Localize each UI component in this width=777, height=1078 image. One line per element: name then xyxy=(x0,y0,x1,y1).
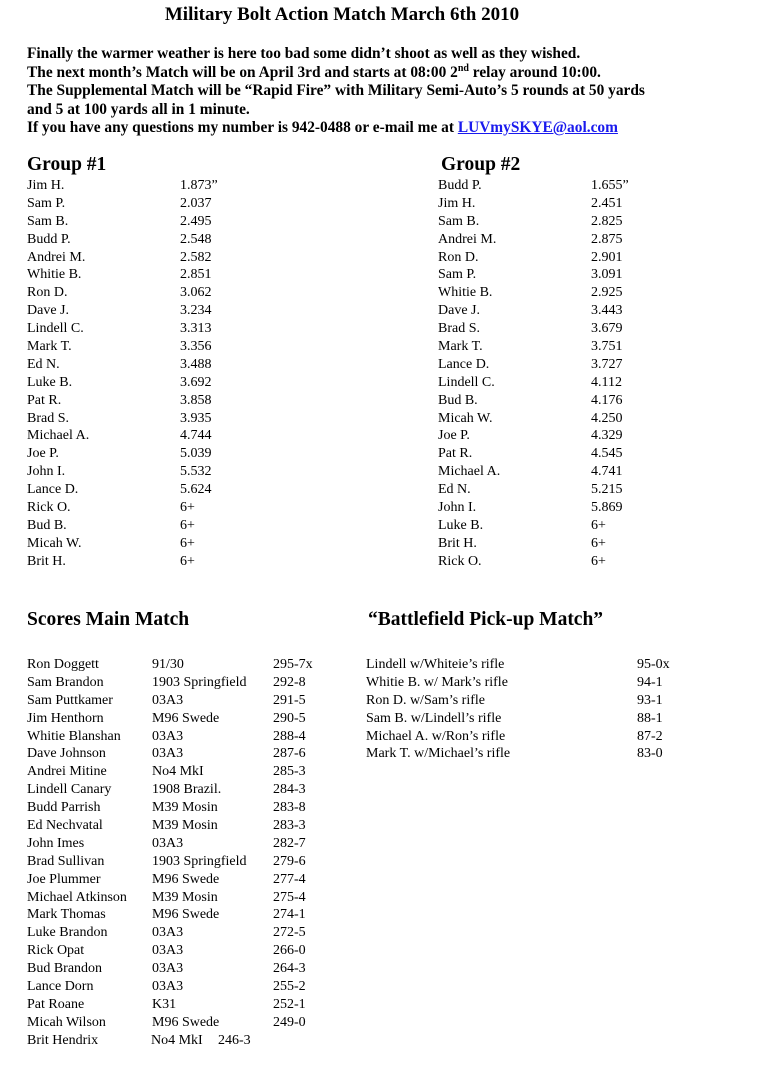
rifle-name: 1903 Springfield xyxy=(152,674,247,690)
match-score: 83-0 xyxy=(637,746,663,762)
main-match-heading: Scores Main Match xyxy=(27,609,190,630)
match-score: 295-7x xyxy=(273,657,313,672)
shooter-name: Lance Dorn xyxy=(27,979,94,995)
shooter-row xyxy=(27,427,227,445)
shooter-row xyxy=(27,302,227,320)
shooter-name: John Imes xyxy=(27,835,85,851)
main-score-row xyxy=(27,960,347,978)
shooter-row xyxy=(27,535,227,553)
match-score: 284-3 xyxy=(273,782,306,798)
group-size: 1.873” xyxy=(180,178,218,193)
shooter-name: Micah Wilson xyxy=(27,1014,106,1030)
ordinal-suffix: nd xyxy=(457,62,469,74)
group-size: 3.234 xyxy=(180,303,212,319)
rifle-name: 03A3 xyxy=(152,692,184,708)
battlefield-row xyxy=(366,745,686,763)
shooter-name: Budd Parrish xyxy=(27,800,101,816)
group-size: 3.692 xyxy=(180,374,212,390)
main-score-row xyxy=(27,656,347,674)
shooter-name: Luke B. xyxy=(27,374,73,390)
group-size: 1.655” xyxy=(591,178,629,193)
shooter-name: Michael Atkinson xyxy=(27,889,127,905)
main-score-row xyxy=(27,942,347,960)
shooter-row xyxy=(438,553,658,571)
group-size: 4.329 xyxy=(591,428,623,444)
shooter-name: Whitie B. xyxy=(27,267,82,283)
rifle-name: 03A3 xyxy=(152,943,184,959)
shooter-name: John I. xyxy=(27,464,66,480)
intro-line-3: The Supplemental Match will be “Rapid Fire” with Military Semi-Auto’s 5 rounds at 50 yards xyxy=(27,82,645,99)
group-size: 4.112 xyxy=(591,374,622,390)
shooter-row xyxy=(438,320,658,338)
rifle-name: 03A3 xyxy=(152,979,184,995)
main-score-row xyxy=(27,692,347,710)
shooter-row xyxy=(438,195,658,213)
rifle-name: 91/30 xyxy=(152,657,184,672)
intro-line-2-text: The next month’s Match will be on April 3rd and starts at 08:00 2 xyxy=(27,63,458,81)
shooter-name: Bud Brandon xyxy=(27,961,103,977)
shooter-rifle-pairing: Lindell w/Whiteie’s rifle xyxy=(366,657,505,672)
shooter-name: Joe P. xyxy=(27,446,59,462)
group-size: 2.851 xyxy=(180,267,212,283)
main-score-row xyxy=(27,763,347,781)
group-size: 3.751 xyxy=(591,339,623,355)
match-score: 252-1 xyxy=(273,996,306,1012)
shooter-name: Ron D. xyxy=(438,249,479,265)
match-score: 94-1 xyxy=(637,674,663,690)
match-score: 282-7 xyxy=(273,835,306,851)
main-score-row xyxy=(27,1014,347,1032)
shooter-name: Jim Henthorn xyxy=(27,710,104,726)
shooter-name: John I. xyxy=(438,500,477,516)
shooter-row xyxy=(438,231,658,249)
shooter-row xyxy=(27,320,227,338)
shooter-name: Rick Opat xyxy=(27,943,85,959)
group-size: 5.869 xyxy=(591,500,623,516)
group-size: 2.451 xyxy=(591,195,623,211)
group-size: 2.548 xyxy=(180,231,212,247)
rifle-name: 1908 Brazil. xyxy=(152,782,222,798)
shooter-row xyxy=(438,177,658,195)
match-score: 264-3 xyxy=(273,961,306,977)
shooter-name: Dave Johnson xyxy=(27,746,106,762)
shooter-name: Sam P. xyxy=(27,195,66,211)
shooter-row xyxy=(27,195,227,213)
shooter-name: Lindell C. xyxy=(438,374,495,390)
battlefield-row xyxy=(366,710,686,728)
shooter-name: Joe Plummer xyxy=(27,871,101,887)
group-size: 4.741 xyxy=(591,464,623,480)
rifle-name: M39 Mosin xyxy=(152,818,218,834)
main-score-row xyxy=(27,817,347,835)
main-score-row xyxy=(27,871,347,889)
group-size: 4.250 xyxy=(591,410,623,426)
group-size: 5.624 xyxy=(180,482,212,498)
shooter-row xyxy=(438,249,658,267)
main-score-row xyxy=(27,906,347,924)
shooter-name: Mark T. xyxy=(438,339,483,355)
shooter-name: Rick O. xyxy=(438,553,482,569)
shooter-name: Brit H. xyxy=(27,553,66,569)
main-score-row xyxy=(27,835,347,853)
shooter-name: Budd P. xyxy=(27,231,71,247)
shooter-row xyxy=(27,463,227,481)
shooter-name: Ed N. xyxy=(438,482,471,498)
group-size: 3.488 xyxy=(180,356,212,372)
shooter-row xyxy=(438,374,658,392)
main-score-row xyxy=(27,674,347,692)
match-score: 288-4 xyxy=(273,728,306,744)
shooter-name: Ron Doggett xyxy=(27,657,99,672)
group-size: 2.495 xyxy=(180,213,212,229)
shooter-name: Brit H. xyxy=(438,535,477,551)
shooter-name: Mark T. xyxy=(27,339,72,355)
shooter-row xyxy=(438,338,658,356)
group-size: 5.215 xyxy=(591,482,623,498)
rifle-name: 03A3 xyxy=(152,746,184,762)
shooter-row xyxy=(438,427,658,445)
rifle-name: 03A3 xyxy=(152,961,184,977)
rifle-name: K31 xyxy=(152,996,177,1012)
intro-line-4: and 5 at 100 yards all in 1 minute. xyxy=(27,100,250,118)
shooter-row xyxy=(438,535,658,553)
intro-line-2 xyxy=(27,64,772,83)
group-2-heading: Group #2 xyxy=(441,154,521,175)
group-size: 3.727 xyxy=(591,356,623,372)
shooter-name: Dave J. xyxy=(438,303,480,319)
shooter-row xyxy=(27,338,227,356)
shooter-name: Sam Brandon xyxy=(27,674,104,690)
main-score-row xyxy=(27,710,347,728)
group-2-list xyxy=(438,177,658,571)
shooter-row xyxy=(438,481,658,499)
shooter-name: Andrei M. xyxy=(27,249,86,265)
rifle-name: M96 Swede xyxy=(152,871,220,887)
shooter-rifle-pairing: Sam B. w/Lindell’s rifle xyxy=(366,710,502,726)
shooter-row xyxy=(438,392,658,410)
group-size: 6+ xyxy=(180,535,195,551)
shooter-row xyxy=(27,517,227,535)
shooter-name: Joe P. xyxy=(438,428,470,444)
main-score-row xyxy=(27,978,347,996)
shooter-name: Lance D. xyxy=(27,482,79,498)
battlefield-row xyxy=(366,728,686,746)
shooter-name: Whitie B. xyxy=(438,285,493,301)
shooter-name: Sam Puttkamer xyxy=(27,692,113,708)
shooter-name: Brad Sullivan xyxy=(27,853,105,869)
shooter-name: Michael A. xyxy=(438,464,501,480)
intro-line-5 xyxy=(27,119,772,138)
match-score: 95-0x xyxy=(637,657,670,672)
group-size: 2.582 xyxy=(180,249,212,265)
rifle-name: 1903 Springfield xyxy=(152,853,247,869)
shooter-name: Brad S. xyxy=(438,321,480,337)
rifle-name: M96 Swede xyxy=(152,710,220,726)
shooter-row xyxy=(27,213,227,231)
match-score: 279-6 xyxy=(273,853,306,869)
shooter-name: Brad S. xyxy=(27,410,69,426)
shooter-name: Whitie Blanshan xyxy=(27,728,121,744)
match-score: 272-5 xyxy=(273,925,306,941)
shooter-row xyxy=(438,266,658,284)
main-score-row xyxy=(27,745,347,763)
match-score: 283-8 xyxy=(273,800,306,816)
rifle-name: 03A3 xyxy=(152,835,184,851)
shooter-row xyxy=(438,284,658,302)
group-size: 2.825 xyxy=(591,213,623,229)
match-score: 292-8 xyxy=(273,674,306,690)
group-size: 4.744 xyxy=(180,428,212,444)
shooter-row xyxy=(438,445,658,463)
shooter-row xyxy=(438,499,658,517)
match-score: 246-3 xyxy=(218,1032,251,1048)
match-score: 291-5 xyxy=(273,692,306,708)
match-score: 277-4 xyxy=(273,871,306,887)
rifle-name: 03A3 xyxy=(152,728,184,744)
group-size: 3.062 xyxy=(180,285,212,301)
shooter-row xyxy=(27,356,227,374)
shooter-name: Pat R. xyxy=(27,392,62,408)
shooter-name: Bud B. xyxy=(27,517,67,533)
shooter-name: Brit Hendrix xyxy=(27,1032,99,1048)
match-score: 285-3 xyxy=(273,764,306,780)
group-size: 3.935 xyxy=(180,410,212,426)
shooter-row xyxy=(438,410,658,428)
group-size: 2.901 xyxy=(591,249,623,265)
shooter-row xyxy=(27,249,227,267)
shooter-name: Ed Nechvatal xyxy=(27,818,103,834)
shooter-row xyxy=(27,553,227,571)
shooter-row xyxy=(438,356,658,374)
shooter-row xyxy=(438,302,658,320)
group-size: 6+ xyxy=(591,553,606,569)
match-score: 88-1 xyxy=(637,710,663,726)
match-score: 255-2 xyxy=(273,979,306,995)
shooter-row xyxy=(438,517,658,535)
shooter-row xyxy=(27,481,227,499)
group-size: 3.679 xyxy=(591,321,623,337)
group-size: 6+ xyxy=(180,500,195,516)
shooter-name: Ron D. xyxy=(27,285,68,301)
shooter-row xyxy=(27,445,227,463)
main-score-row xyxy=(27,924,347,942)
group-size: 2.037 xyxy=(180,195,212,211)
rifle-name: 03A3 xyxy=(152,925,184,941)
battlefield-heading: “Battlefield Pick-up Match” xyxy=(368,609,604,630)
shooter-row xyxy=(27,410,227,428)
shooter-name: Budd P. xyxy=(438,178,482,193)
main-score-row xyxy=(27,889,347,907)
rifle-name: M39 Mosin xyxy=(152,800,218,816)
group-size: 6+ xyxy=(180,517,195,533)
shooter-row xyxy=(27,499,227,517)
match-score: 290-5 xyxy=(273,710,306,726)
shooter-name: Micah W. xyxy=(27,535,82,551)
contact-text: If you have any questions my number is 942-0488 or e-mail me at xyxy=(27,119,458,136)
group-size: 6+ xyxy=(591,517,606,533)
main-match-list xyxy=(27,656,347,1050)
shooter-row xyxy=(27,392,227,410)
shooter-name: Dave J. xyxy=(27,303,69,319)
shooter-name: Andrei M. xyxy=(438,231,497,247)
page-title: Military Bolt Action Match March 6th 2010 xyxy=(164,4,520,25)
match-score: 275-4 xyxy=(273,889,306,905)
group-size: 6+ xyxy=(180,553,195,569)
rifle-name: M96 Swede xyxy=(152,1014,220,1030)
main-score-row xyxy=(27,853,347,871)
shooter-rifle-pairing: Michael A. w/Ron’s rifle xyxy=(366,728,506,744)
shooter-name: Jim H. xyxy=(27,178,65,193)
match-score: 87-2 xyxy=(637,728,663,744)
match-score: 93-1 xyxy=(637,692,663,708)
battlefield-row xyxy=(366,692,686,710)
shooter-row xyxy=(27,231,227,249)
group-size: 3.091 xyxy=(591,267,623,283)
match-score: 266-0 xyxy=(273,943,306,959)
shooter-name: Lindell Canary xyxy=(27,782,112,798)
shooter-name: Sam B. xyxy=(438,213,480,229)
group-1-heading: Group #1 xyxy=(27,154,107,175)
shooter-name: Bud B. xyxy=(438,392,478,408)
shooter-name: Pat R. xyxy=(438,446,473,462)
group-size: 5.039 xyxy=(180,446,212,462)
shooter-name: Rick O. xyxy=(27,500,71,516)
shooter-name: Luke B. xyxy=(438,517,484,533)
shooter-rifle-pairing: Whitie B. w/ Mark’s rifle xyxy=(366,674,508,690)
rifle-name: No4 MkI xyxy=(151,1032,203,1048)
shooter-name: Luke Brandon xyxy=(27,925,108,941)
rifle-name: M96 Swede xyxy=(152,907,220,923)
main-score-row xyxy=(27,728,347,746)
main-score-row xyxy=(27,996,347,1014)
shooter-name: Micah W. xyxy=(438,410,493,426)
email-link[interactable]: LUVmySKYE@aol.com xyxy=(457,119,618,136)
shooter-name: Lance D. xyxy=(438,356,490,372)
match-score: 249-0 xyxy=(273,1014,306,1030)
group-size: 4.176 xyxy=(591,392,623,408)
shooter-name: Mark Thomas xyxy=(27,907,106,923)
group-1-list xyxy=(27,177,227,571)
group-size: 3.443 xyxy=(591,303,623,319)
main-score-row xyxy=(27,1032,347,1050)
shooter-row xyxy=(27,284,227,302)
battlefield-list xyxy=(366,656,686,763)
shooter-row xyxy=(27,266,227,284)
shooter-name: Ed N. xyxy=(27,356,60,372)
match-score: 283-3 xyxy=(273,818,306,834)
battlefield-row xyxy=(366,656,686,674)
intro-line-2-end: relay around 10:00. xyxy=(468,63,601,81)
shooter-name: Sam B. xyxy=(27,213,69,229)
group-size: 5.532 xyxy=(180,464,212,480)
rifle-name: No4 MkI xyxy=(152,764,204,780)
group-size: 2.875 xyxy=(591,231,623,247)
shooter-row xyxy=(27,374,227,392)
group-size: 6+ xyxy=(591,535,606,551)
group-size: 3.313 xyxy=(180,321,212,337)
group-size: 3.356 xyxy=(180,339,212,355)
shooter-rifle-pairing: Mark T. w/Michael’s rifle xyxy=(366,746,511,762)
shooter-name: Sam P. xyxy=(438,267,477,283)
main-score-row xyxy=(27,781,347,799)
shooter-name: Michael A. xyxy=(27,428,90,444)
shooter-row xyxy=(438,213,658,231)
shooter-row xyxy=(438,463,658,481)
shooter-name: Andrei Mitine xyxy=(27,764,107,780)
group-size: 3.858 xyxy=(180,392,212,408)
shooter-name: Pat Roane xyxy=(27,996,85,1012)
main-score-row xyxy=(27,799,347,817)
group-size: 4.545 xyxy=(591,446,623,462)
intro-line-1: Finally the warmer weather is here too bad some didn’t shoot as well as they wished. xyxy=(27,45,581,62)
shooter-name: Jim H. xyxy=(438,195,476,211)
intro-text xyxy=(27,45,772,138)
match-score: 287-6 xyxy=(273,746,306,762)
shooter-row xyxy=(27,177,227,195)
shooter-name: Lindell C. xyxy=(27,321,84,337)
match-score: 274-1 xyxy=(273,907,306,923)
battlefield-row xyxy=(366,674,686,692)
shooter-rifle-pairing: Ron D. w/Sam’s rifle xyxy=(366,692,485,708)
rifle-name: M39 Mosin xyxy=(152,889,218,905)
group-size: 2.925 xyxy=(591,285,623,301)
